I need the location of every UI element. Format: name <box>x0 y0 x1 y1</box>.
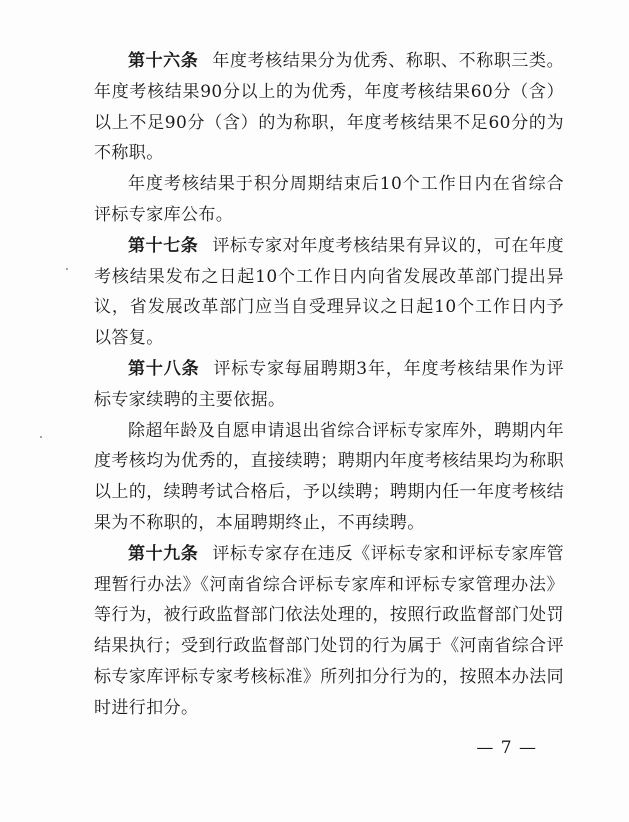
paragraph-article-18-2 <box>94 416 564 539</box>
paragraph-article-19 <box>94 539 564 724</box>
article-heading: 第十九条 <box>128 543 199 564</box>
paragraph-article-17 <box>94 231 564 354</box>
scan-speck <box>40 436 42 438</box>
body-text <box>94 46 564 724</box>
paragraph-text: 年度考核结果于积分周期结束后10个工作日内在省综合评标专家库公布。 <box>94 174 564 225</box>
scan-speck <box>66 268 68 270</box>
paragraph-article-18 <box>94 354 564 416</box>
paragraph-text: 除超年龄及自愿申请退出省综合评标专家库外，聘期内年度考核均为优秀的，直接续聘；聘期内年度考核结果均为称职以上的，续聘考试合格后，予以续聘；聘期内任一年度考核结果为不称职的，本届聘期终止，不再续聘。 <box>94 420 564 533</box>
paragraph-text: 评标专家存在违反《评标专家和评标专家库管理暂行办法》《河南省综合评标专家库和评标专家管理办法》等行为，被行政监督部门依法处理的，按照行政监督部门处罚结果执行；受到行政监督部门处罚的行为属于《河南省综合评标专家库评标专家考核标准》所列扣分行为的，按照本办法同时进行扣分。 <box>94 543 565 718</box>
paragraph-article-16-2 <box>94 169 564 231</box>
article-heading: 第十六条 <box>128 51 199 71</box>
paragraph-text: 评标专家每届聘期3年，年度考核结果作为评标专家续聘的主要依据。 <box>94 358 564 410</box>
paragraph-text: 年度考核结果分为优秀、称职、不称职三类。年度考核结果90分以上的为优秀，年度考核结果60分（含）以上不足90分（含）的为称职，年度考核结果不足60分的为不称职。 <box>94 51 565 164</box>
paragraph-text: 评标专家对年度考核结果有异议的，可在年度考核结果发布之日起10个工作日内向省发展改革部门提出异议，省发展改革部门应当自受理异议之日起10个工作日内予以答复。 <box>94 235 565 349</box>
paragraph-article-16 <box>94 46 564 169</box>
article-heading: 第十八条 <box>128 358 200 379</box>
page-number: — 7 — <box>476 738 537 758</box>
article-heading: 第十七条 <box>128 235 199 256</box>
